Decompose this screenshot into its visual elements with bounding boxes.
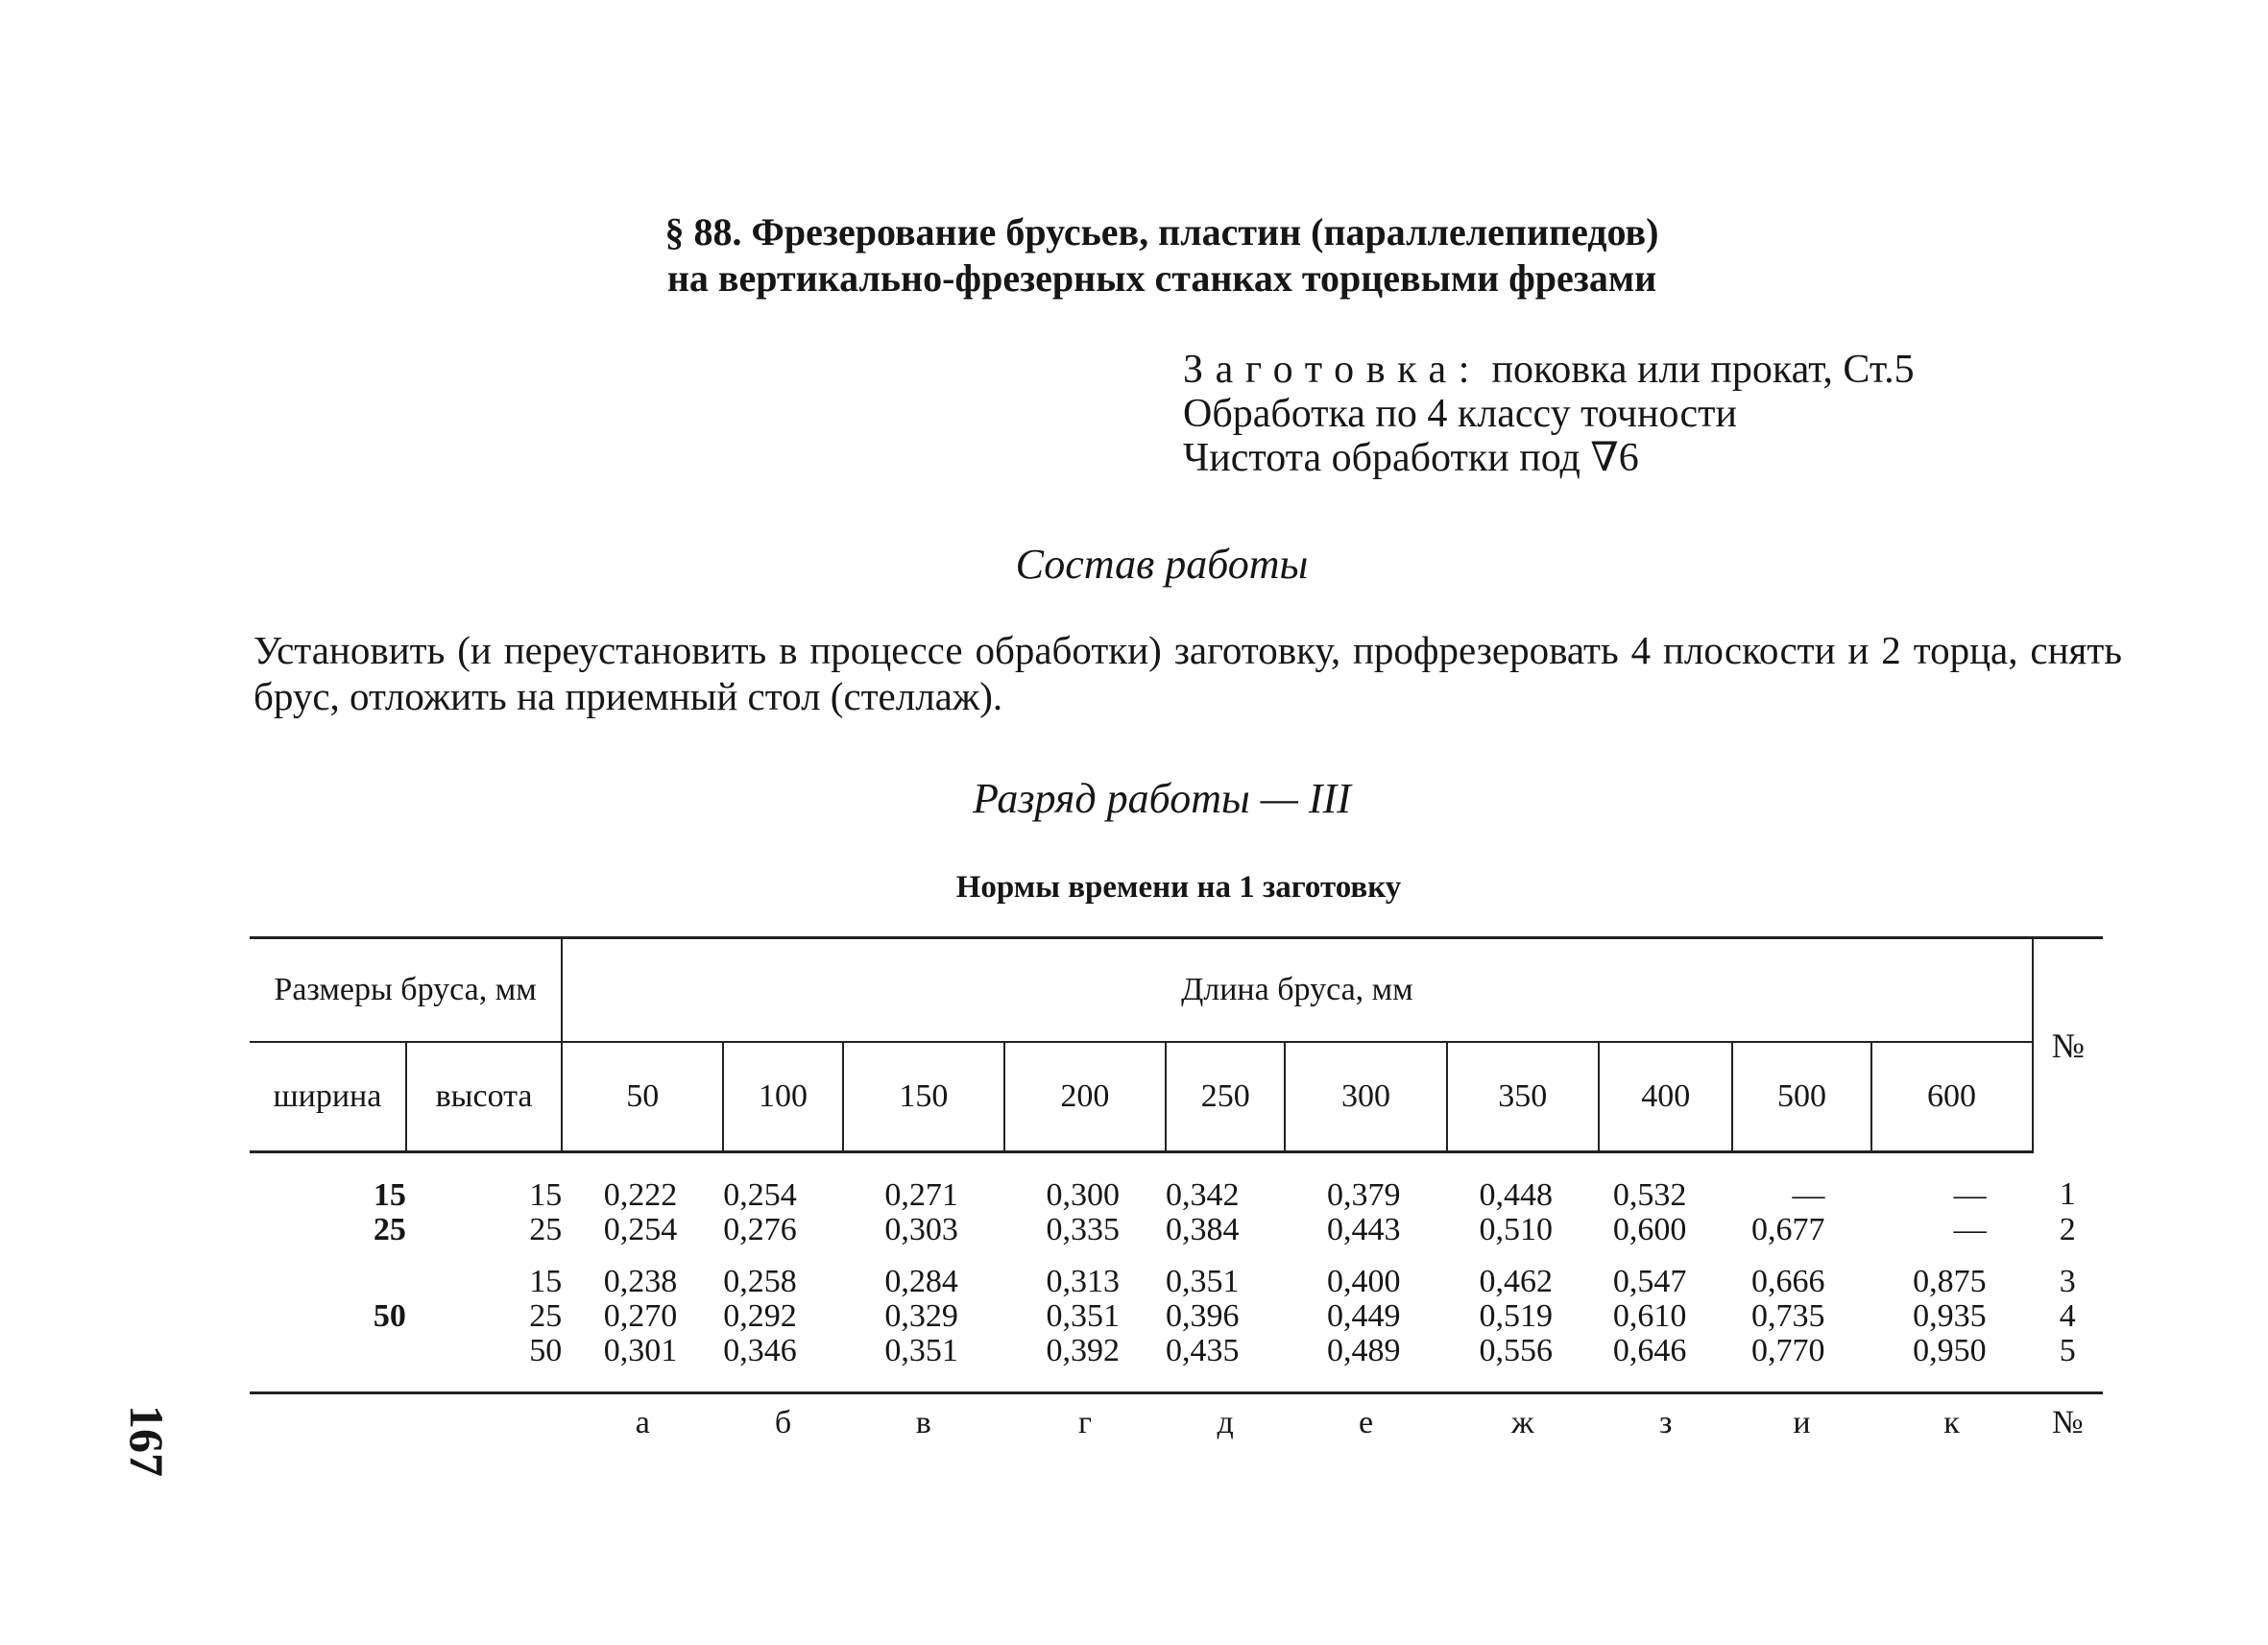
table-row [250,1265,2103,1299]
length-header: Длина бруса, мм [562,938,2032,1043]
table-row [250,1213,2103,1247]
row-number: 2 [2059,1212,2076,1247]
cell: 0,271 [884,1177,958,1213]
cell: 0,301 [562,1334,723,1393]
cell: 0,335 [1046,1212,1120,1247]
cell: 0,510 [1479,1212,1554,1247]
cell: 0,254 [723,1177,797,1213]
row-height: 15 [529,1177,563,1213]
column-letter: е [1358,1405,1374,1440]
table-row [250,1334,2103,1393]
cell: 0,351 [1046,1298,1120,1334]
preparation-value: поковка или прокат, Ст.5 [1491,348,1915,392]
work-heading: Состав работы [1015,541,1309,588]
size-header: Размеры бруса, мм [250,938,562,1043]
length-50: 50 [562,1042,723,1152]
page-number: 167 [120,1405,174,1477]
cell: 0,519 [1479,1298,1554,1334]
cell: 0,329 [884,1298,958,1334]
row-number: 1 [2059,1176,2076,1213]
length-100: 100 [723,1042,843,1152]
cell: 0,547 [1612,1264,1687,1299]
table-row [250,1152,2103,1214]
length-250: 250 [1166,1042,1286,1152]
row-gap [250,1247,2103,1265]
length-350: 350 [1447,1042,1600,1152]
width-header: ширина [250,1042,406,1152]
row-width [250,1334,406,1393]
column-letter: в [915,1405,931,1440]
cell: 0,677 [1751,1212,1825,1247]
row-width: 15 [373,1177,406,1213]
cell: 0,254 [603,1212,678,1247]
preparation-block [1183,348,1915,480]
table-caption: Нормы времени на 1 заготовку [955,870,1402,905]
row-width [250,1265,406,1299]
column-letter: ж [1511,1405,1534,1440]
cell: 0,379 [1327,1177,1401,1213]
column-letter: д [1217,1405,1234,1440]
cell: 0,303 [884,1212,958,1247]
cell: 0,346 [723,1334,843,1393]
length-600: 600 [1871,1042,2033,1152]
row-height: 25 [529,1298,563,1334]
length-300: 300 [1285,1042,1446,1152]
cell: 0,448 [1479,1177,1554,1213]
cell: 0,392 [1004,1334,1166,1393]
column-letter: к [1943,1405,1960,1440]
cell: 0,284 [884,1264,958,1299]
cell: 0,449 [1327,1298,1401,1334]
cell: 0,666 [1751,1264,1825,1299]
cell: 0,556 [1447,1334,1600,1393]
column-letter: а [635,1405,650,1440]
column-letter: з [1658,1405,1673,1440]
cell: 0,342 [1165,1177,1240,1213]
preparation-label: Заготовка: [1183,348,1483,392]
row-width: 50 [373,1298,406,1334]
cell: 0,600 [1612,1212,1687,1247]
cell: 0,238 [603,1264,678,1299]
row-number: 4 [2059,1298,2076,1334]
cell: 0,384 [1165,1212,1240,1247]
cell: — [1792,1177,1825,1213]
section-title [538,209,1786,302]
preparation-accuracy: Обработка по 4 классу точности [1183,392,1737,436]
cell: 0,646 [1599,1334,1732,1393]
column-letter: б [774,1405,792,1440]
norms-table [250,936,2103,1440]
cell: 0,351 [1165,1264,1240,1299]
cell: 0,735 [1751,1298,1825,1334]
length-500: 500 [1732,1042,1870,1152]
cell: 0,462 [1479,1264,1554,1299]
work-grade: Разряд работы — III [973,775,1351,822]
section-title-line-2: на вертикально-фрезерных станках торцевыми фрезами [666,256,1657,300]
cell: 0,770 [1732,1334,1870,1393]
cell: 0,400 [1327,1264,1401,1299]
cell: — [1953,1177,1987,1213]
cell: 0,351 [843,1334,1004,1393]
cell: 0,270 [603,1298,678,1334]
cell: 0,875 [1913,1264,1987,1299]
row-width: 25 [373,1212,406,1247]
cell: 0,222 [603,1177,678,1213]
cell: 0,443 [1327,1212,1401,1247]
cell: 0,950 [1871,1334,2033,1393]
letters-row [250,1393,2103,1441]
preparation-finish: Чистота обработки под ∇6 [1183,436,1639,480]
table-row [250,1299,2103,1334]
cell: 0,396 [1165,1298,1240,1334]
length-150: 150 [843,1042,1004,1152]
cell: 0,276 [723,1212,797,1247]
cell: 0,435 [1166,1334,1286,1393]
cell: 0,935 [1913,1298,1987,1334]
column-letter: и [1793,1405,1811,1440]
column-letter: г [1077,1405,1092,1440]
cell: 0,532 [1612,1177,1687,1213]
cell: 0,292 [723,1298,797,1334]
cell: 0,258 [723,1264,797,1299]
length-400: 400 [1599,1042,1732,1152]
height-header: высота [406,1042,562,1152]
letters-number: № [2052,1405,2084,1440]
row-number: 3 [2059,1264,2076,1299]
cell: 0,610 [1612,1298,1687,1334]
row-number: 5 [2033,1334,2103,1393]
row-height: 15 [529,1264,563,1299]
length-200: 200 [1004,1042,1166,1152]
cell: — [1953,1212,1987,1247]
row-height: 50 [406,1334,562,1393]
cell: 0,313 [1046,1264,1120,1299]
cell: 0,300 [1046,1177,1120,1213]
section-title-line-1: § 88. Фрезерование брусьев, пластин (параллелепипедов) [664,210,1659,254]
work-description: Установить (и переустановить в процессе обработки) заготовку, профрезеровать 4 плоскости и 2 торца, снять брус, отложить на приемный стол (стеллаж). [253,628,2122,718]
row-height: 25 [529,1212,563,1247]
number-header: № [2051,1026,2085,1065]
cell: 0,489 [1285,1334,1446,1393]
